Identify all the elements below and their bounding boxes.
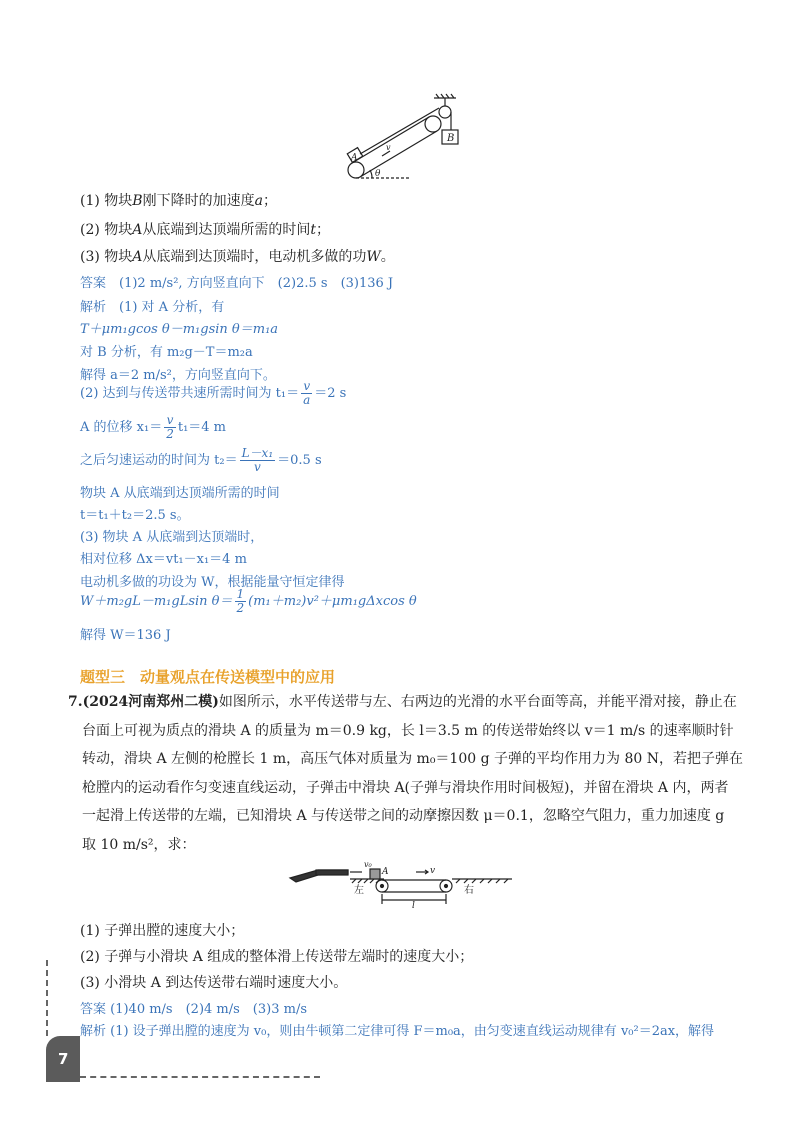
fig2-label-l: l	[412, 901, 415, 910]
problem-7-line: 7.(2024河南郑州二模)如图所示，水平传送带与左、右两边的光滑的水平台面等高，并能平滑对接，静止在	[68, 694, 737, 710]
fig2-label-a: A	[382, 867, 389, 877]
gun-conveyor-figure	[288, 858, 516, 910]
problem-7-line: 取 10 m/s²，求：	[82, 836, 196, 853]
problem-7-line: 台面上可视为质点的滑块 A 的质量为 m＝0.9 kg，长 l＝3.5 m 的传送带始终以 v＝1 m/s 的速率顺时针	[82, 722, 734, 739]
problem-7-question-2: (2) 子弹与小滑块 A 组成的整体滑上传送带左端时的速度大小；	[80, 949, 474, 965]
analysis-line: 电动机多做的功设为 W，根据能量守恒定律得	[80, 575, 345, 590]
analysis-line: 之后匀速运动的时间为 t₂＝ $\frac{\text{L－x₁}}{v}$ ＝0.5 s	[80, 446, 322, 474]
fig1-label-a: A	[351, 153, 358, 163]
fig2-label-left: 左	[354, 885, 364, 896]
question-2: (2) 物块A从底端到达顶端所需的时间t；	[80, 222, 331, 238]
problem-7-question-3: (3) 小滑块 A 到达传送带右端时速度大小。	[80, 975, 348, 991]
analysis-line: t＝t₁＋t₂＝2.5 s。	[80, 508, 190, 523]
fig2-label-right: 右	[464, 885, 474, 896]
fig1-label-theta: θ	[375, 169, 381, 179]
analysis-line: 解得 a＝2 m/s²，方向竖直向下。	[80, 368, 276, 383]
fig2-label-v0: v₀	[364, 860, 372, 869]
fig1-label-v: v	[386, 143, 391, 152]
analysis-line: 解析 (1) 对 A 分析，有	[80, 300, 225, 315]
analysis-line: T＋μm₁gcos θ－m₁gsin θ＝m₁a	[80, 322, 279, 337]
analysis-line: 对 B 分析，有 m₂g－T＝m₂a	[80, 345, 253, 360]
page-margin-dash	[46, 960, 48, 1036]
question-3: (3) 物块A从底端到达顶端时，电动机多做的功W。	[80, 249, 395, 265]
section-title: 题型三 动量观点在传送模型中的应用	[80, 668, 336, 686]
analysis-line: W＋m₂gL－m₁gLsin θ＝ $\frac{1}{2}$ (m₁＋m₂)v²＋μm₁gΔxcos θ	[80, 587, 417, 615]
analysis-line: (2) 达到与传送带共速所需时间为 t₁＝ $\frac{v}{a}$ ＝2 s	[80, 379, 347, 407]
analysis-line: A 的位移 x₁＝ $\frac{v}{2}$ t₁＝4 m	[80, 413, 227, 441]
analysis-line: 相对位移 Δx＝vt₁－x₁＝4 m	[80, 552, 247, 567]
answer-line: 答案 (1)2 m/s², 方向竖直向下 (2)2.5 s (3)136 J	[80, 276, 394, 291]
question-1: (1) 物块B刚下降时的加速度a；	[80, 193, 277, 209]
problem-7	[68, 688, 748, 859]
analysis-line: 解得 W＝136 J	[80, 628, 171, 643]
problem-7-analysis: 解析 (1) 设子弹出膛的速度为 v₀，则由牛顿第二定律可得 F＝m₀a，由匀变速直线运动规律有 v₀²＝2ax，解得	[80, 1024, 715, 1039]
problem-7-line: 转动，滑块 A 左侧的枪膛长 1 m，高压气体对质量为 m₀＝100 g 子弹的平均作用力为 80 N，若把子弹在	[82, 751, 743, 767]
incline-conveyor-figure	[338, 92, 468, 184]
fig2-label-v: v	[430, 866, 436, 876]
problem-7-line: 枪膛内的运动看作匀变速直线运动，子弹击中滑块 A(子弹与滑块作用时间极短)，并留在滑块 A 内，两者	[82, 779, 729, 796]
page-footer-dash	[80, 1076, 320, 1078]
fig1-label-b: B	[447, 133, 455, 144]
page-number: 7	[58, 1050, 69, 1068]
analysis-line: (3) 物块 A 从底端到达顶端时，	[80, 530, 264, 545]
problem-7-question-1: (1) 子弹出膛的速度大小；	[80, 923, 245, 939]
analysis-line: 物块 A 从底端到达顶端所需的时间	[80, 486, 280, 501]
problem-7-answer: 答案 (1)40 m/s (2)4 m/s (3)3 m/s	[80, 1002, 307, 1017]
problem-7-line: 一起滑上传送带的左端，已知滑块 A 与传送带之间的动摩擦因数 μ＝0.1，忽略空气阻力，重力加速度 g	[82, 808, 725, 824]
